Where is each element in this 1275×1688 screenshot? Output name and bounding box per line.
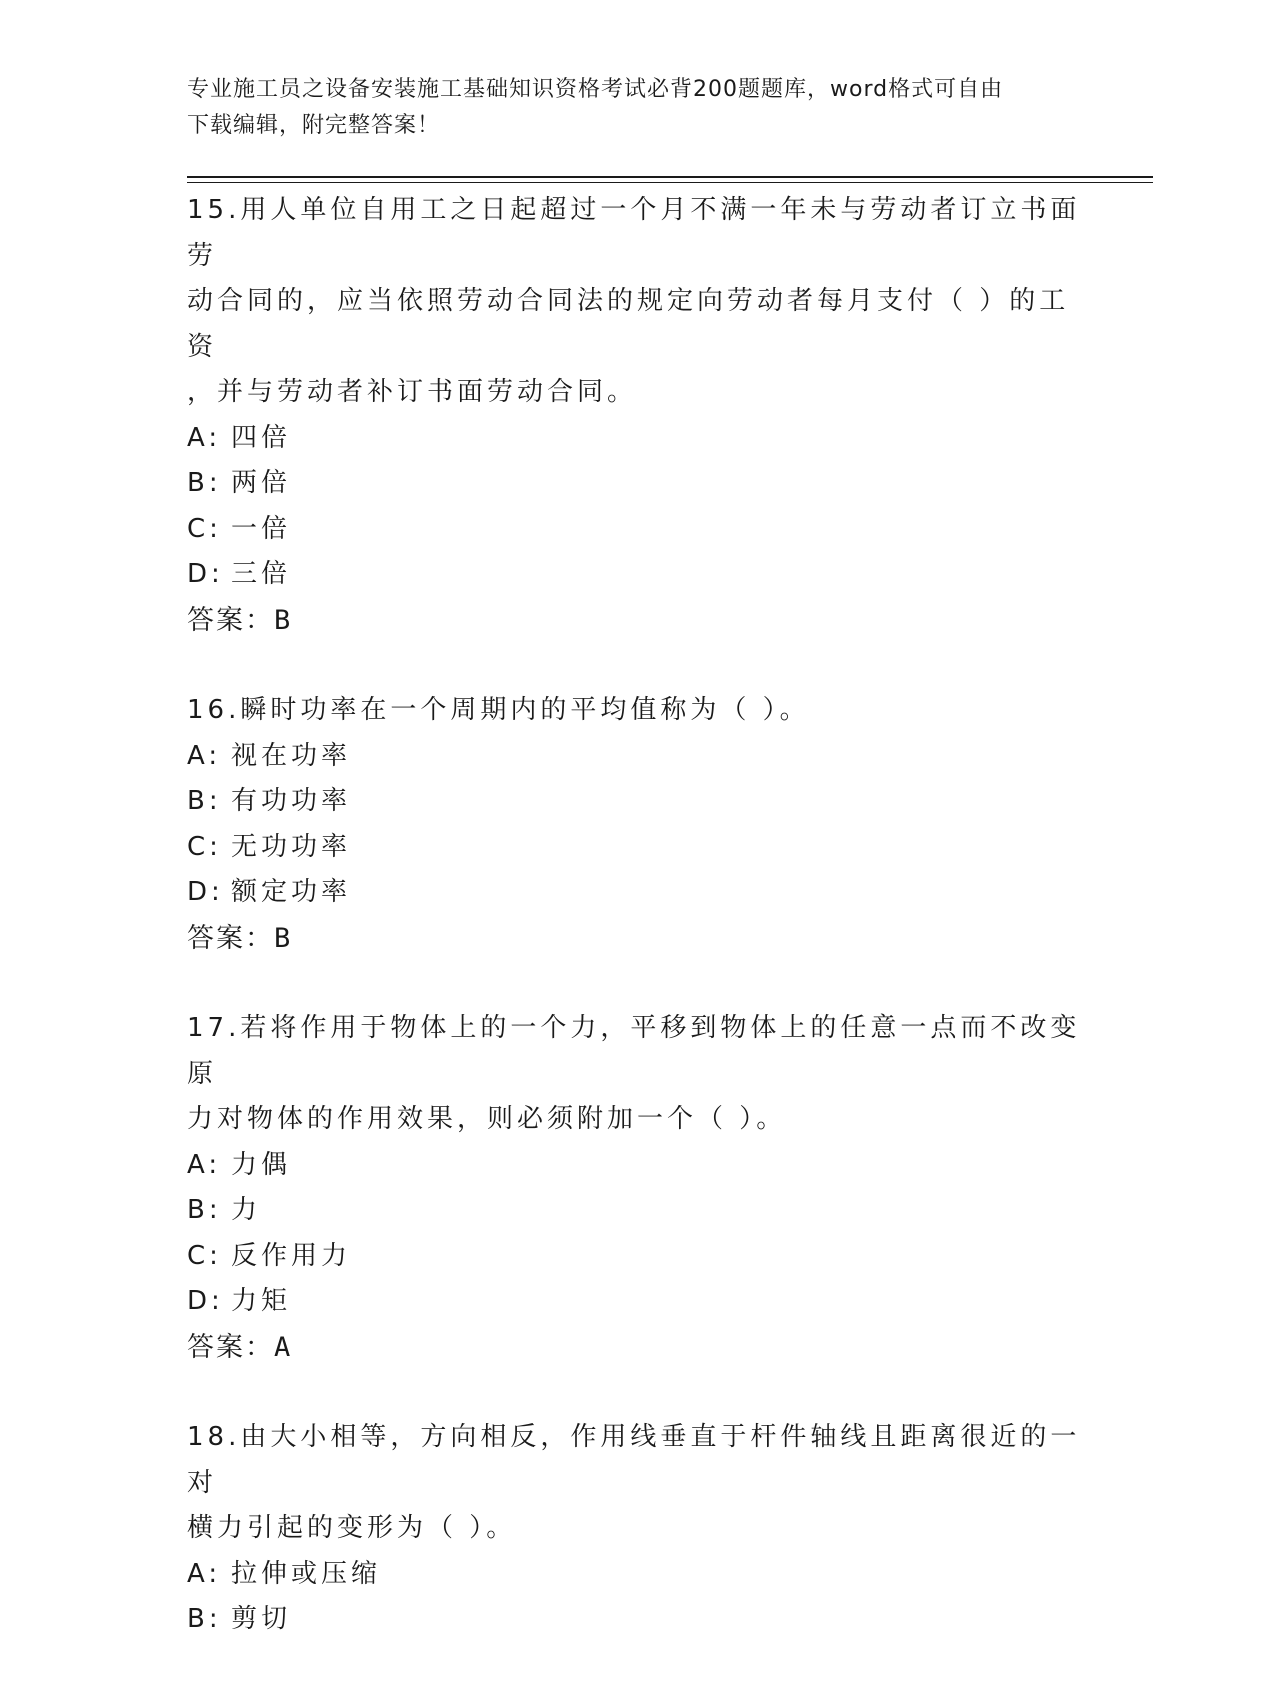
option-text: 额定功率 xyxy=(231,877,352,907)
question-18 xyxy=(187,1415,1087,1643)
header-line-1: 专业施工员之设备安装施工基础知识资格考试必背200题题库，word格式可自由 xyxy=(187,77,1004,102)
question-text-line: 15.用人单位自用工之日起超过一个月不满一年未与劳动者订立书面劳 xyxy=(187,195,1081,271)
header-divider-thin xyxy=(187,182,1153,183)
option-letter: B: xyxy=(187,468,222,498)
header-divider-thick xyxy=(187,176,1153,178)
question-list xyxy=(187,188,1087,1688)
option-text: 视在功率 xyxy=(231,740,352,771)
option-d xyxy=(187,1279,1087,1325)
option-letter: A: xyxy=(187,1149,222,1180)
question-text-line: 横力引起的变形为（ ）。 xyxy=(187,1513,517,1543)
option-letter: A: xyxy=(187,740,222,771)
option-a xyxy=(187,734,1087,780)
option-letter: C: xyxy=(187,831,222,862)
option-text: 四倍 xyxy=(231,422,292,453)
answer-line: 答案：B xyxy=(187,922,293,954)
option-text: 三倍 xyxy=(231,559,292,589)
option-letter: B: xyxy=(187,1195,222,1225)
option-a xyxy=(187,416,1087,462)
option-a xyxy=(187,1143,1087,1189)
option-letter: A: xyxy=(187,1558,222,1589)
option-d xyxy=(187,870,1087,916)
option-letter: D: xyxy=(187,559,224,589)
answer-line: 答案：A xyxy=(187,1331,293,1363)
question-text-line: 16.瞬时功率在一个周期内的平均值称为（ ）。 xyxy=(187,695,810,725)
question-15 xyxy=(187,188,1087,643)
option-letter: B: xyxy=(187,1604,222,1634)
option-b xyxy=(187,779,1087,825)
option-letter: C: xyxy=(187,513,222,544)
option-c xyxy=(187,825,1087,871)
option-text: 力 xyxy=(231,1195,262,1225)
option-text: 有功功率 xyxy=(231,786,352,816)
option-letter: C: xyxy=(187,1240,222,1271)
header-line-2: 下载编辑，附完整答案！ xyxy=(187,113,441,138)
option-text: 一倍 xyxy=(231,513,292,544)
option-text: 无功功率 xyxy=(231,831,352,862)
option-letter: D: xyxy=(187,877,224,907)
option-d xyxy=(187,552,1087,598)
option-letter: D: xyxy=(187,1286,224,1316)
question-text-line: 动合同的，应当依照劳动合同法的规定向劳动者每月支付（ ）的工资 xyxy=(187,286,1070,362)
question-text-line: 力对物体的作用效果，则必须附加一个（ ）。 xyxy=(187,1104,787,1134)
question-text-line: ，并与劳动者补订书面劳动合同。 xyxy=(187,377,638,407)
question-17 xyxy=(187,1006,1087,1370)
option-text: 力偶 xyxy=(231,1149,292,1180)
option-text: 力矩 xyxy=(231,1286,292,1316)
option-c xyxy=(187,1234,1087,1280)
option-c xyxy=(187,507,1087,553)
option-text: 剪切 xyxy=(231,1604,292,1634)
question-text-line: 18.由大小相等，方向相反，作用线垂直于杆件轴线且距离很近的一对 xyxy=(187,1422,1081,1498)
question-16 xyxy=(187,688,1087,961)
option-text: 两倍 xyxy=(231,468,292,498)
option-text: 拉伸或压缩 xyxy=(231,1558,382,1589)
option-b xyxy=(187,1597,1087,1643)
answer-line: 答案：B xyxy=(187,604,293,636)
option-b xyxy=(187,461,1087,507)
question-text-line: 17.若将作用于物体上的一个力，平移到物体上的任意一点而不改变原 xyxy=(187,1013,1081,1089)
option-text: 反作用力 xyxy=(231,1240,352,1271)
option-letter: A: xyxy=(187,422,222,453)
document-header xyxy=(187,72,1087,144)
option-a xyxy=(187,1552,1087,1598)
option-b xyxy=(187,1188,1087,1234)
option-letter: B: xyxy=(187,786,222,816)
